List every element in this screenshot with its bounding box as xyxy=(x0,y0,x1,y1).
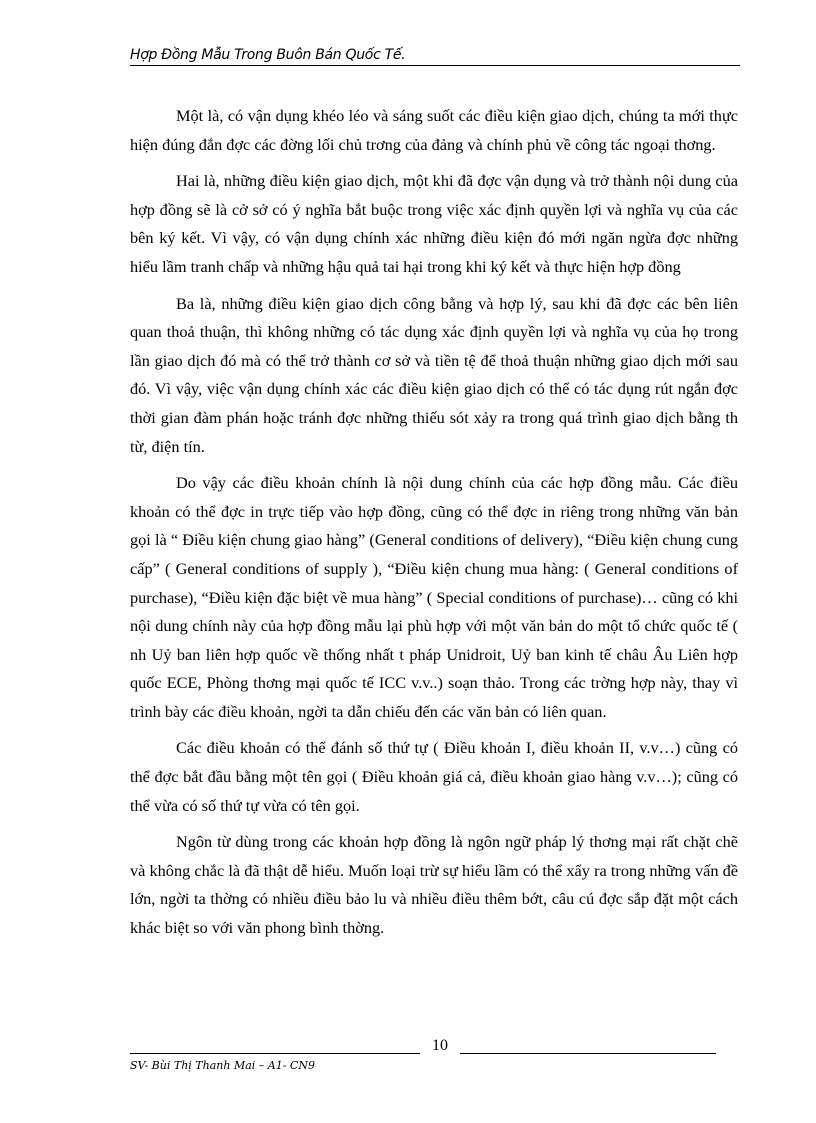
paragraph: Hai là, những điều kiện giao dịch, một khi đã đợc vận dụng và trở thành nội dung của hợp đồng sẽ là cở sở có ý nghĩa bắt buộc trong việc xác định quyền lợi và nghĩa vụ của các bên ký kết. Vì vậy, có vận dụng chính xác những điều kiện đó mới ngăn ngừa đợc những hiểu lầm tranh chấp và những hậu quả tai hại trong khi ký kết và thực hiện hợp đồng xyxy=(130,171,738,276)
document-body xyxy=(130,102,738,951)
footer-author: SV- Bùi Thị Thanh Mai – A1- CN9 xyxy=(130,1059,315,1072)
paragraph: Một là, có vận dụng khéo léo và sáng suốt các điều kiện giao dịch, chúng ta mới thực hiện đúng đắn đợc các đờng lối chủ trơng của đảng và chính phủ về công tác ngoại thơng. xyxy=(130,106,738,154)
header-title: Hợp Đồng Mẫu Trong Buôn Bán Quốc Tế. xyxy=(130,47,406,63)
paragraph: Ba là, những điều kiện giao dịch công bằng và hợp lý, sau khi đã đợc các bên liên quan thoả thuận, thì không những có tác dụng xác định quyền lợi và nghĩa vụ của họ trong lần giao dịch đó mà có thể trở thành cơ sở và tiền tệ để thoả thuận những giao dịch mới sau đó. Vì vậy, việc vận dụng chính xác các điều kiện giao dịch có thể có tác dụng rút ngắn đợc thời gian đàm phán hoặc tránh đợc những thiếu sót xảy ra trong quá trình giao dịch bằng th từ, điện tín. xyxy=(130,293,738,456)
paragraph: Các điều khoản có thể đánh số thứ tự ( Điều khoản I, điều khoản II, v.v…) cũng có thể đợc bắt đầu bằng một tên gọi ( Điều khoản giá cả, điều khoản giao hàng v.v…); cũng có thể vừa có số thứ tự vừa có tên gọi. xyxy=(130,738,738,815)
page-header xyxy=(130,47,740,66)
paragraph: Do vậy các điều khoản chính là nội dung chính của các hợp đồng mẫu. Các điều khoản có thể đợc in trực tiếp vào hợp đồng, cũng có thể đợc in riêng trong những văn bản gọi là “ Điều kiện chung giao hàng” (General conditions of delivery), “Điều kiện chung cung cấp” ( General conditions of supply ), “Điều kiện chung mua hàng: ( General conditions of purchase), “Điều kiện đặc biệt về mua hàng” ( Special conditions of purchase)… cũng có khi nội dung chính này của hợp đồng mẫu lại phù hợp với một văn bản do một tổ chức quốc tế ( nh Uỷ ban liên hợp quốc về thống nhất t pháp Unidroit, Uỷ ban kinh tế châu Âu Liên hợp quốc ECE, Phòng thơng mại quốc tế ICC v.v..) soạn thảo. Trong các trờng hợp này, thay vì trình bày các điều khoản, ngời ta dẫn chiếu đến các văn bản có liên quan. xyxy=(130,473,738,721)
paragraph: Ngôn từ dùng trong các khoản hợp đồng là ngôn ngữ pháp lý thơng mại rất chặt chẽ và không chắc là đã thật dễ hiểu. Muốn loại trừ sự hiểu lầm có thể xẩy ra trong những vấn đề lớn, ngời ta thờng có nhiều điều bảo lu và nhiều điều thêm bớt, câu cú đợc sắp đặt một cách khác biệt so với văn phong bình thờng. xyxy=(130,832,738,938)
page-number: 10 xyxy=(420,1037,460,1055)
